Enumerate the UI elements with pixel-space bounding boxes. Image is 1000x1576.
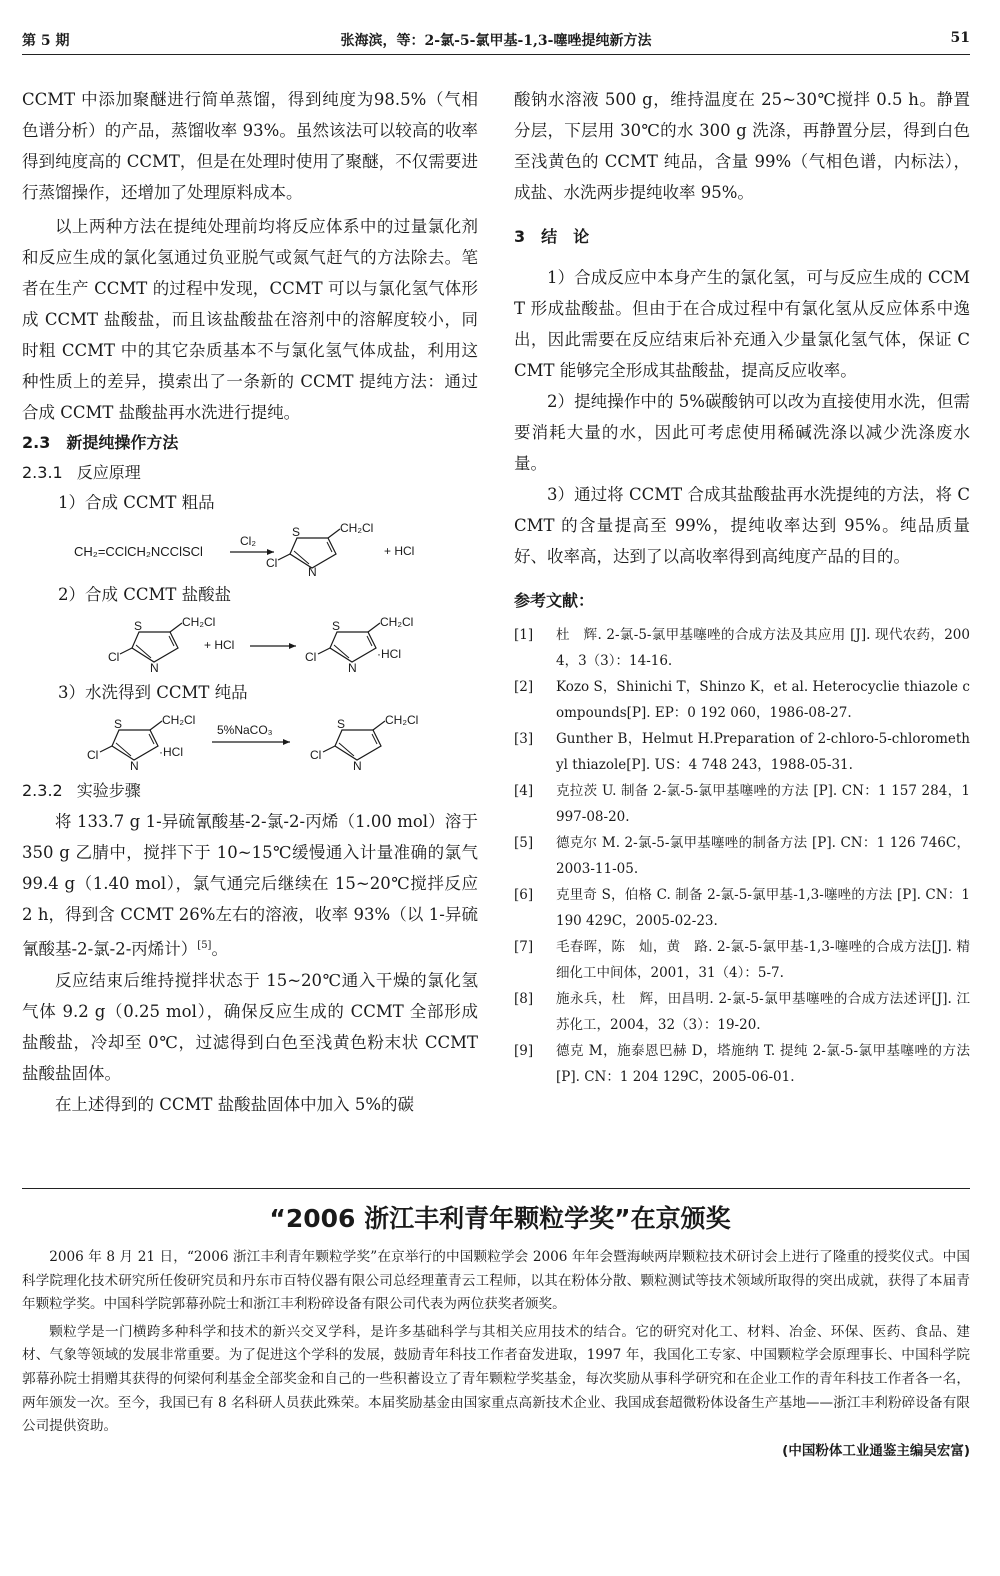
- subsection-title: 实验步骤: [76, 781, 141, 800]
- reference-item: [514, 622, 970, 674]
- nitrogen-atom: N: [353, 759, 362, 772]
- reactant-formula: CH₂=CClCH₂NCClSCl: [74, 544, 203, 559]
- sulfur-atom: S: [134, 619, 143, 633]
- reaction-step-1: 1）合成 CCMT 粗品: [58, 493, 215, 512]
- section-heading-2-3: 2.3 新提纯操作方法: [22, 433, 179, 452]
- nitrogen-atom: N: [308, 565, 317, 576]
- conclusion-item-3: 3）通过将 CCMT 合成其盐酸盐再水洗提纯的方法，将 CCMT 的含量提高至 99%，提纯收率达到 95%。纯品质量好、收率高，达到了以高收率得到高纯度产品的目的。: [514, 485, 970, 566]
- chlorine-atom: Cl: [108, 650, 120, 664]
- reaction-scheme-2: [22, 612, 478, 674]
- paragraph-end: 。: [211, 939, 228, 959]
- sulfur-atom: S: [292, 525, 301, 539]
- reaction-scheme-3: [22, 710, 478, 772]
- subsection-title: 反应原理: [76, 463, 141, 482]
- reaction-step-3: 3）水洗得到 CCMT 纯品: [58, 683, 248, 702]
- subsection-heading-2-3-1: [22, 458, 478, 488]
- conclusion-item-1: 1）合成反应中本身产生的氯化氢，可与反应生成的 CCMT 形成盐酸盐。但由于在合成过程中有氯化氢从反应体系中逸出，因此需要在反应结束后补充通入少量氯化氢气体，保证 CCMT 能够完全形成其盐酸盐，提高反应收率。: [514, 268, 970, 380]
- reference-number: [9]: [514, 1043, 534, 1059]
- paragraph: 以上两种方法在提纯处理前均将反应体系中的过量氯化剂和反应生成的氯化氢通过负亚脱气或氮气赶气的方法除去。笔者在生产 CCMT 的过程中发现，CCMT 可以与氯化氢气体形成 CCMT 盐酸盐，而且该盐酸盐在溶剂中的溶解度较小，同时粗 CCMT 中的其它杂质基本不与氯化氢气体成盐，利用这种性质上的差异，摸索出了一条新的 CCMT 提纯方法：通过合成 CCMT 盐酸盐再水洗进行提纯。: [22, 217, 478, 422]
- chlorine-atom: Cl: [310, 748, 322, 762]
- arrow-head: [283, 739, 290, 745]
- reference-number: [8]: [514, 991, 534, 1007]
- chloromethyl-group: CH₂Cl: [162, 713, 196, 727]
- bond: [328, 529, 340, 538]
- references-heading: 参考文献：: [514, 591, 595, 610]
- reagent-label: Cl₂: [240, 534, 256, 548]
- paragraph-text: 将 133.7 g 1-异硫氰酸基-2-氯-2-丙烯（1.00 mol）溶于 350 g 乙腈中，搅拌下于 10~15℃缓慢通入计量准确的氯气 99.4 g（1.40 mol），氯气通完后继续在 15~20℃搅拌反应 2 h，得到含 CCMT 26%左右的溶液，收率 93%（以 1-异硫氰酸基-2-氯-2-丙烯计）: [22, 812, 478, 959]
- news-byline: (中国粉体工业通鉴主编吴宏富): [782, 1442, 970, 1459]
- byproduct-label: + HCl: [384, 544, 415, 558]
- reference-number: [1]: [514, 627, 534, 643]
- reference-text: 德克 M，施泰恩巴赫 D，塔施纳 T. 提纯 2-氯-5-氯甲基噻唑的方法[P]. CN：1 204 129C，2005-06-01.: [556, 1043, 970, 1085]
- nitrogen-atom: N: [348, 661, 357, 674]
- reference-item: [514, 726, 970, 778]
- reference-text: 克里奇 S，伯格 C. 制备 2-氯-5-氯甲基-1,3-噻唑的方法 [P]. CN：1 190 429C，2005-02-23.: [556, 887, 970, 929]
- bond: [150, 721, 162, 730]
- paragraph: 在上述得到的 CCMT 盐酸盐固体中加入 5%的碳: [55, 1094, 415, 1114]
- chloromethyl-group: CH₂Cl: [182, 615, 216, 629]
- bond: [318, 648, 330, 654]
- reference-text: 杜 辉. 2-氯-5-氯甲基噻唑的合成方法及其应用 [J]. 现代农药，2004，3（3）：14-16.: [556, 627, 970, 669]
- reaction-step-2: 2）合成 CCMT 盐酸盐: [58, 585, 232, 604]
- reference-item: [514, 882, 970, 934]
- news-title: “2006 浙江丰利青年颗粒学奖”在京颁奖: [269, 1204, 731, 1233]
- reference-number: [2]: [514, 679, 534, 695]
- reference-number: [3]: [514, 731, 534, 747]
- hydrochloride-label: ·HCl: [377, 647, 401, 661]
- news-paragraph: 2006 年 8 月 21 日，“2006 浙江丰利青年颗粒学奖”在京举行的中国颗粒学会 2006 年年会暨海峡两岸颗粒技术研讨会上进行了隆重的授奖仪式。中国科学院理化技术研究所任俊研究员和丹东市百特仪器有限公司总经理董青云工程师，以其在粉体分散、颗粒测试等技术领域所取得的突出成就，获得了本届青年颗粒学奖。中国科学院郭幕孙院士和浙江丰利粉碎设备有限公司代表为两位获奖者颁奖。: [22, 1249, 970, 1313]
- reference-item: [514, 778, 970, 830]
- paragraph: 反应结束后维持搅拌状态于 15~20℃通入干燥的氯化氢气体 9.2 g（0.25 mol），确保反应生成的 CCMT 全部形成盐酸盐，冷却至 0℃，过滤得到白色至浅黄色粉末状 CCMT 盐酸盐固体。: [22, 970, 478, 1083]
- reference-number: [6]: [514, 887, 534, 903]
- reference-text: 毛春晖，陈 灿，黄 路. 2-氯-5-氯甲基-1,3-噻唑的合成方法[J]. 精细化工中间体，2001，31（4）：5-7.: [556, 939, 970, 981]
- hydrochloride-label: ·HCl: [159, 745, 183, 759]
- reference-text: 克拉茨 U. 制备 2-氯-5-氯甲基噻唑的方法 [P]. CN：1 157 284，1997-08-20.: [556, 783, 970, 825]
- paragraph: CCMT 中添加聚醚进行简单蒸馏，得到纯度为98.5%（气相色谱分析）的产品，蒸馏收率 93%。虽然该法可以较高的收率得到纯度高的 CCMT，但是在处理时使用了聚醚，不仅需要进行蒸馏操作，还增加了处理原料成本。: [22, 90, 478, 202]
- reference-text: Gunther B，Helmut H.Preparation of 2-chloro-5-chloromethyl thiazole[P]. US：4 748 243，1988-05-31.: [556, 731, 970, 773]
- reagent-label: 5%NaCO₃: [217, 723, 273, 737]
- section-heading-3: 3 结 论: [514, 227, 590, 246]
- reference-text: Kozo S，Shinichi T，Shinzo K，et al. Heterocyclie thiazole compounds[P]. EP：0 192 060，1986-08-27.: [556, 679, 970, 721]
- subsection-number: 2.3.2: [22, 781, 63, 800]
- reference-number: [4]: [514, 783, 534, 799]
- reference-item: [514, 934, 970, 986]
- reference-number: [7]: [514, 939, 534, 955]
- reference-text: 德克尔 M. 2-氯-5-氯甲基噻唑的制备方法 [P]. CN：1 126 746C，2003-11-05.: [556, 835, 970, 877]
- conclusion-item-2: 2）提纯操作中的 5%碳酸钠可以改为直接使用水洗，但需要消耗大量的水，因此可考虑使用稀碱洗涤以减少洗涤废水量。: [514, 392, 970, 473]
- reaction-scheme-1: [22, 520, 478, 576]
- news-paragraph: 颗粒学是一门横跨多种科学和技术的新兴交叉学科，是许多基础科学与其相关应用技术的结合。它的研究对化工、材料、冶金、环保、医药、食品、建材、气象等领域的发展非常重要。为了促进这个学科的发展，鼓励青年科技工作者奋发进取，1997 年，我国化工专家、中国颗粒学会原理事长、中国科学院郭幕孙院士捐赠其获得的何梁何利基金全部奖金和自己的一些积蓄设立了青年颗粒学奖基金，每次奖励从事科学研究和在企业工作的青年科技工作者各一名，两年颁发一次。至今，我国已有 8 名科研人员获此殊荣。本届奖励基金由国家重点高新技术企业、我国成套超微粉体设备生产基地——浙江丰利粉碎设备有限公司提供资助。: [22, 1323, 970, 1435]
- right-column: [514, 84, 970, 1090]
- section-divider: [22, 1188, 970, 1189]
- bond: [120, 648, 132, 654]
- reference-item: [514, 986, 970, 1038]
- chloromethyl-group: CH₂Cl: [340, 521, 374, 535]
- nitrogen-atom: N: [150, 661, 159, 674]
- reference-item: [514, 1038, 970, 1090]
- sulfur-atom: S: [332, 619, 341, 633]
- arrow-head: [267, 549, 274, 555]
- reference-item: [514, 674, 970, 726]
- reference-text: 施永兵，杜 辉，田昌明. 2-氯-5-氯甲基噻唑的合成方法述评[J]. 江苏化工，2004，32（3）：19-20.: [556, 991, 970, 1033]
- sulfur-atom: S: [337, 717, 346, 731]
- chlorine-atom: Cl: [305, 650, 317, 664]
- citation-marker: [5]: [197, 940, 212, 951]
- news-body: [22, 1246, 970, 1463]
- bond: [100, 746, 112, 752]
- nitrogen-atom: N: [130, 759, 139, 772]
- reference-number: [5]: [514, 835, 534, 851]
- chlorine-atom: Cl: [266, 556, 278, 570]
- paragraph: [22, 806, 478, 965]
- page-header: [22, 24, 970, 55]
- chloromethyl-group: CH₂Cl: [380, 615, 414, 629]
- bond: [368, 623, 380, 632]
- reagent-label: + HCl: [204, 638, 235, 652]
- subsection-heading-2-3-2: [22, 776, 478, 806]
- subsection-number: 2.3.1: [22, 463, 63, 482]
- arrow-head: [289, 643, 296, 649]
- bond: [278, 554, 290, 560]
- paragraph: 酸钠水溶液 500 g，维持温度在 25~30℃搅拌 0.5 h。静置分层，下层用 30℃的水 300 g 洗涤，再静置分层，得到白色至浅黄色的 CCMT 纯品，含量 99%（气相色谱，内标法），成盐、水洗两步提纯收率 95%。: [514, 90, 970, 202]
- issue-number: 第 5 期: [22, 33, 70, 49]
- left-column: [22, 84, 478, 1120]
- sulfur-atom: S: [114, 717, 123, 731]
- bond: [323, 746, 335, 752]
- chlorine-atom: Cl: [87, 748, 99, 762]
- running-title: 张海滨，等：2-氯-5-氯甲基-1,3-噻唑提纯新方法: [340, 33, 652, 49]
- reference-list: [514, 622, 970, 1090]
- bond: [373, 721, 385, 730]
- chloromethyl-group: CH₂Cl: [385, 713, 419, 727]
- reference-item: [514, 830, 970, 882]
- page-number: 51: [950, 30, 970, 46]
- bond: [170, 623, 182, 632]
